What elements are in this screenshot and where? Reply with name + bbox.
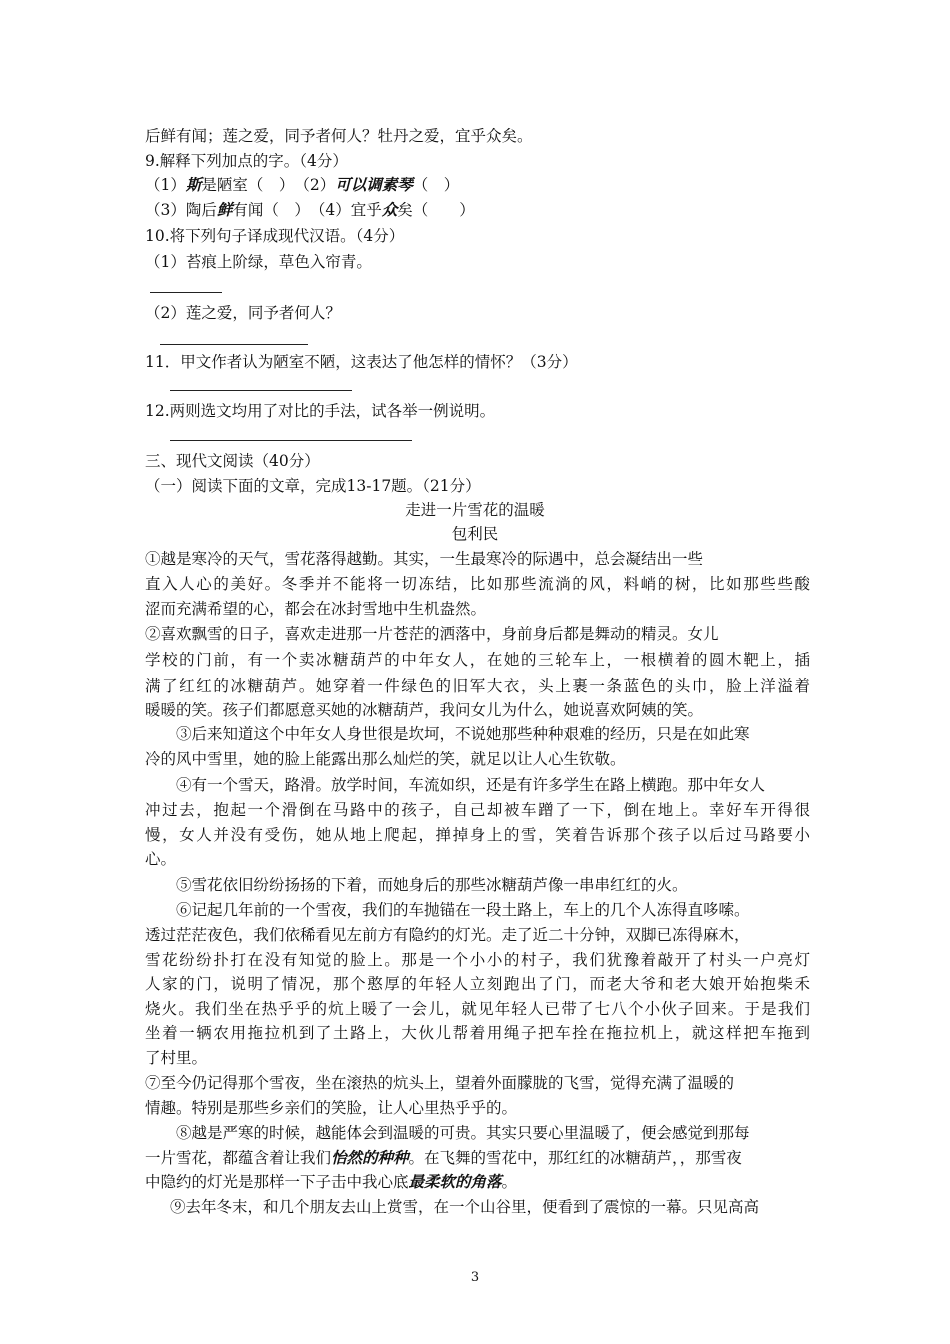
paragraph-line: 雪花纷纷扑打在没有知觉的脸上。那是一个小小的村子，我们犹豫着敲开了村头一户亮灯 [145, 951, 810, 969]
article-author: 包利民 [451, 525, 499, 543]
question-9-items-2: （3）陶后鲜有闻（ ） （4）宜乎众矣（ ） [145, 200, 475, 219]
answer-blank [150, 292, 222, 293]
emphasized-phrase: 怡然的种种 [331, 1148, 409, 1167]
answer-blank [160, 344, 308, 345]
question-9-items-1: （1）斯是陋室（ ） （2）可以调素琴（ ） [145, 175, 460, 194]
paragraph-line: 透过茫茫夜色，我们依稀看见左前方有隐约的灯光。走了近二十分钟，双脚已冻得麻木， [145, 926, 750, 944]
paragraph-line: 了村里。 [145, 1049, 208, 1067]
paragraph-line: ③后来知道这个中年女人身世很是坎坷，不说她那些种种艰难的经历，只是在如此寒 [176, 725, 750, 743]
question-10-item-1: （1）苔痕上阶绿，草色入帘青。 [145, 253, 372, 271]
emphasized-phrase: 最柔软的角落 [408, 1172, 502, 1191]
question-10: 10.将下列句子译成现代汉语。（4分） [145, 227, 405, 245]
paragraph-line: 情趣。特别是那些乡亲们的笑脸，让人心里热乎乎的。 [145, 1099, 518, 1117]
dotted-word: 众 [381, 200, 398, 219]
paragraph-line: ②喜欢飘雪的日子，喜欢走进那一片苍茫的洒落中，身前身后都是舞动的精灵。女儿 [145, 625, 719, 643]
section-subheading: （一）阅读下面的文章，完成13-17题。（21分） [145, 477, 481, 495]
paragraph-line: 坐着一辆农用拖拉机到了土路上，大伙儿帮着用绳子把车拴在拖拉机上，就这样把车拖到 [145, 1024, 810, 1042]
question-11: 11．甲文作者认为陋室不陋，这表达了他怎样的情怀？（3分） [145, 353, 578, 371]
answer-blank [170, 440, 412, 441]
answer-blank [170, 390, 352, 391]
paragraph-line: ⑨去年冬末，和几个朋友去山上赏雪，在一个山谷里，便看到了震惊的一幕。只见高高 [170, 1198, 760, 1216]
question-12: 12.两则选文均用了对比的手法，试各举一例说明。 [145, 402, 496, 420]
dotted-word: 斯 [185, 175, 202, 194]
paragraph-line: 直入人心的美好。冬季并不能将一切冻结，比如那些流淌的风，料峭的树，比如那些些酸 [145, 575, 810, 593]
dotted-word: 可以调素琴 [335, 175, 413, 194]
paragraph-line: ⑦至今仍记得那个雪夜，坐在滚热的炕头上，望着外面朦胧的飞雪，觉得充满了温暖的 [145, 1074, 735, 1092]
paragraph-line: 人家的门，说明了情况，那个憨厚的年轻人立刻跑出了门，而老大爷和老大娘开始抱柴禾 [145, 975, 810, 993]
paragraph-line: 暖暖的笑。孩子们都愿意买她的冰糖葫芦，我问女儿为什么，她说喜欢阿姨的笑。 [145, 701, 704, 719]
paragraph-line: 涩而充满希望的心，都会在冰封雪地中生机盎然。 [145, 600, 487, 618]
paragraph-line: ⑤雪花依旧纷纷扬扬的下着，而她身后的那些冰糖葫芦像一串串红红的火。 [176, 876, 688, 894]
dotted-word: 鲜 [216, 200, 233, 219]
text-line: 后鲜有闻；莲之爱，同予者何人？牡丹之爱，宜乎众矣。 [145, 127, 533, 145]
paragraph-line: 满了红红的冰糖葫芦。她穿着一件绿色的旧军大衣，头上裹一条蓝色的头巾，脸上洋溢着 [145, 677, 810, 695]
paragraph-line: 慢，女人并没有受伤，她从地上爬起，掸掉身上的雪，笑着告诉那个孩子以后过马路要小 [145, 826, 810, 844]
paragraph-line: ⑧越是严寒的时候，越能体会到温暖的可贵。其实只要心里温暖了，便会感觉到那每 [176, 1124, 750, 1142]
paragraph-line: 冷的风中雪里，她的脸上能露出那么灿烂的笑，就足以让人心生钦敬。 [145, 750, 626, 768]
paragraph-line: 烧火。我们坐在热乎乎的炕上暖了一会儿，就见年轻人已带了七八个小伙子回来。于是我们 [145, 1000, 810, 1018]
paragraph-line: 中隐约的灯光是那样一下子击中我心底最柔软的角落。 [145, 1172, 518, 1191]
paragraph-line: ④有一个雪天，路滑。放学时间，车流如织，还是有许多学生在路上横跑。那中年女人 [176, 776, 766, 794]
paragraph-line: ⑥记起几年前的一个雪夜，我们的车抛锚在一段土路上，车上的几个人冻得直哆嗦。 [176, 901, 750, 919]
paragraph-line: 冲过去，抱起一个滑倒在马路中的孩子，自己却被车蹭了一下，倒在地上。幸好车开得很 [145, 801, 810, 819]
question-9: 9.解释下列加点的字。（4分） [145, 152, 348, 170]
paragraph-line: 一片雪花，都蕴含着让我们怡然的种种。在飞舞的雪花中，那红红的冰糖葫芦，，那雪夜 [145, 1148, 742, 1167]
section-heading: 三、现代文阅读（40分） [145, 452, 320, 470]
article-title: 走进一片雪花的温暖 [405, 501, 545, 519]
question-10-item-2: （2）莲之爱，同予者何人？ [145, 304, 341, 322]
paragraph-line: 学校的门前，有一个卖冰糖葫芦的中年女人，在她的三轮车上，一根横着的圆木靶上，插 [145, 651, 810, 669]
page-number: 3 [470, 1270, 480, 1285]
paragraph-line: ①越是寒冷的天气，雪花落得越勤。其实，一生最寒冷的际遇中，总会凝结出一些 [145, 550, 704, 568]
paragraph-line: 心。 [145, 850, 177, 868]
